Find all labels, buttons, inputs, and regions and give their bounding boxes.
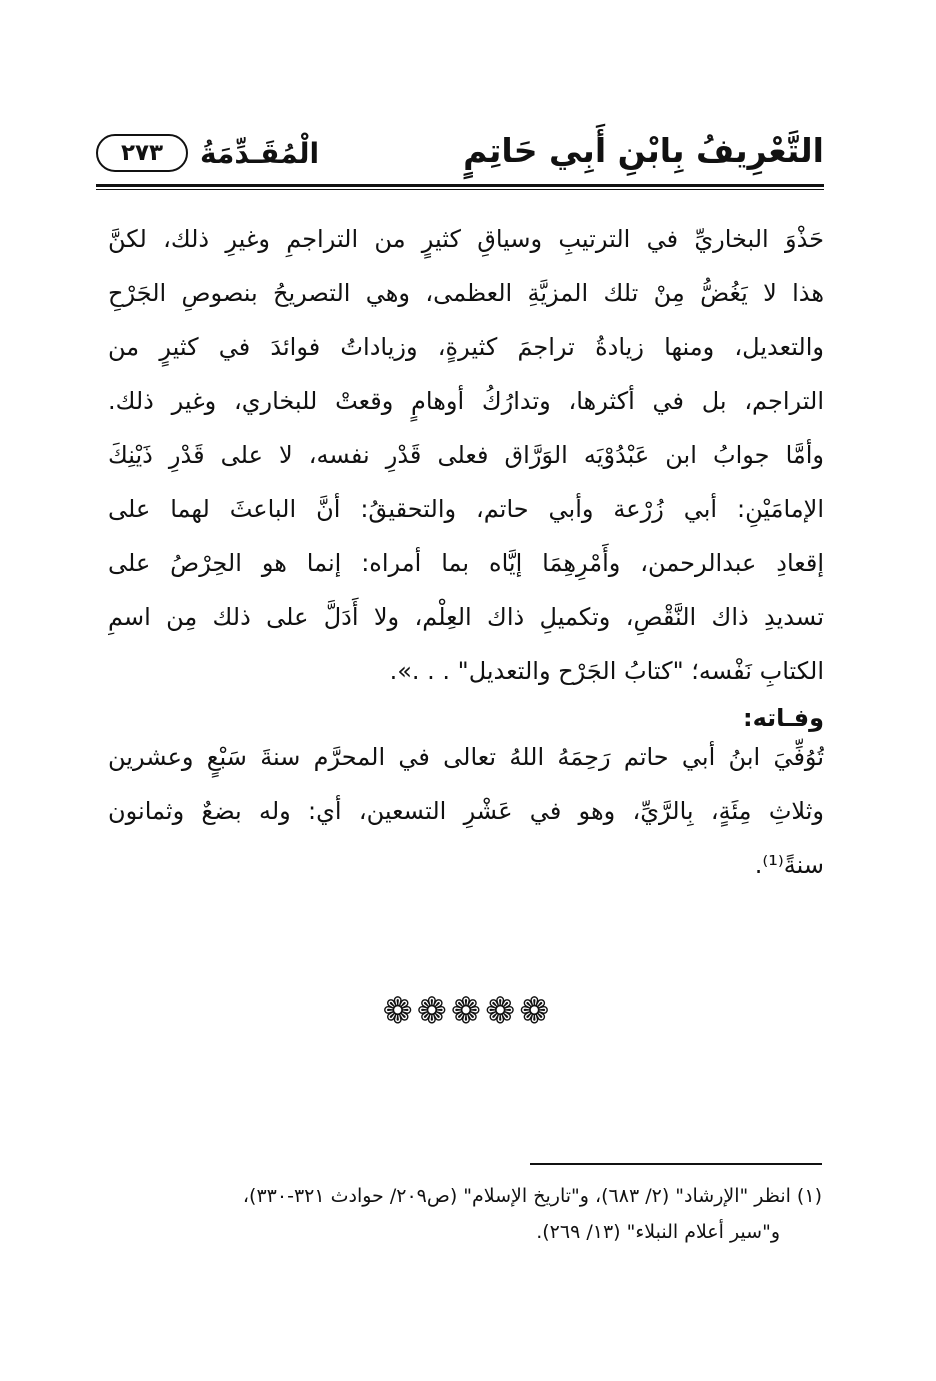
text-line: التراجم، بل في أكثرها، وتدارُكُ أوهامٍ وقعتْ للبخاري، وغير ذلك. xyxy=(108,387,824,415)
book-title: التَّعْرِيفُ بِابْنِ أَبِي حَاتِمٍ xyxy=(463,131,824,170)
text-line: وأمَّا جوابُ ابن عَبْدُوْيَه الوَرَّاق فعلى قَدْرِ نفسه، لا على قَدْرِ ذَيْنِكَ xyxy=(108,441,824,469)
page-number-badge: ٢٧٣ xyxy=(96,134,188,172)
section-divider-ornaments: ❁❁❁❁❁ xyxy=(382,991,554,1032)
footnote-line: و"سير أعلام النبلاء" (١٣/ ٢٦٩). xyxy=(536,1221,780,1243)
text-line: تُوُفِّيَ ابنُ أبي حاتم رَحِمَهُ اللهُ تعالى في المحرَّم سنةَ سَبْعٍ وعشرين xyxy=(108,743,824,771)
main-text xyxy=(108,212,824,698)
text-line: والتعديل، ومنها زيادةُ تراجمَ كثيرةٍ، وزياداتُ فوائدَ في كثيرٍ من xyxy=(108,333,824,361)
text-line: حَذْوَ البخاريِّ في الترتيبِ وسياقِ كثيرٍ من التراجمِ وغيرِ ذلك، لكنَّ xyxy=(108,225,824,253)
death-text xyxy=(108,730,824,892)
footnote-rule xyxy=(530,1163,822,1165)
text-line: هذا لا يَغُضُّ مِنْ تلك المزيَّةِ العظمى، وهي التصريحُ بنصوصِ الجَرْحِ xyxy=(108,279,824,307)
text-line: وثلاثِ مِئَةٍ، بِالرَّيِّ، وهو في عَشْرِ التسعين، أي: وله بضعٌ وثمانون xyxy=(108,797,824,825)
text-line: تسديدِ ذاك النَّقْصِ، وتكميلِ ذاك العِلْم، ولا أَدَلَّ على ذلك مِن اسمِ xyxy=(108,603,824,631)
text-line: الإمامَيْنِ: أبي زُرْعة وأبي حاتم، والتحقيقُ: أنَّ الباعثَ لهما على xyxy=(108,495,824,523)
text-line: إقعادِ عبدالرحمن، وأَمْرِهِمَا إيَّاه بما أمراه: إنما هو الحِرْصُ على xyxy=(108,549,824,577)
death-heading: وفـاته: xyxy=(742,704,824,732)
footnote-line: (١) انظر "الإرشاد" (٢/ ٦٨٣)، و"تاريخ الإسلام" (ص٢٠٩/ حوادث ٣٢١-٣٣٠)، xyxy=(242,1185,822,1207)
page-header xyxy=(96,124,824,184)
section-title: الْمُقَـدِّمَةُ xyxy=(200,137,320,170)
footnote xyxy=(100,1178,822,1250)
header-rule-thick xyxy=(96,184,824,187)
header-rule-thin xyxy=(96,189,824,190)
text-line: سنةً⁽¹⁾. xyxy=(754,851,824,879)
text-line: الكتابِ نَفْسه؛ "كتابُ الجَرْح والتعديل" . . .». xyxy=(389,657,824,685)
